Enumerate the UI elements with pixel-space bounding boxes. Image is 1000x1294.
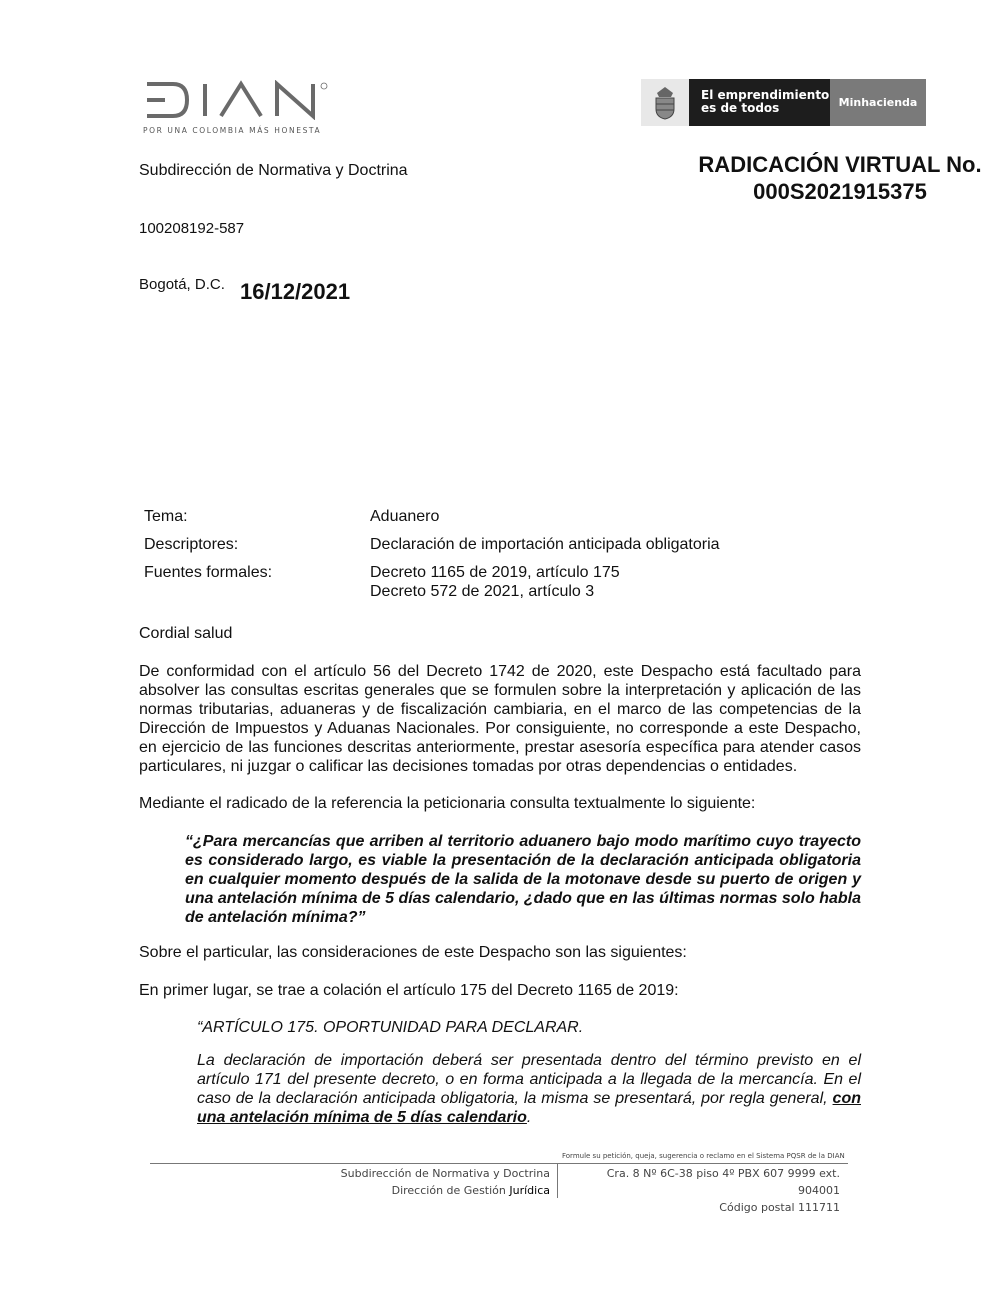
logo-tagline: POR UNA COLOMBIA MÁS HONESTA	[143, 126, 322, 135]
meta-value: Aduanero	[370, 508, 440, 525]
greeting: Cordial salud	[139, 625, 233, 642]
footer-right	[570, 1165, 840, 1216]
meta-row-descriptores	[144, 535, 720, 554]
article-text-main: La declaración de importación deberá ser presentada dentro del término previsto en el artículo 171 del presente decreto, o en forma anticipada a la llegada de la mercancía. En el caso de la declaración anticipada obligatoria, la misma se presentará, por regla general,	[197, 1052, 861, 1107]
metadata-table	[144, 507, 720, 610]
footer-left	[300, 1165, 550, 1199]
footer-left-line1: Subdirección de Normativa y Doctrina	[340, 1167, 550, 1180]
department: Subdirección de Normativa y Doctrina	[139, 162, 408, 179]
gov-banner	[641, 79, 926, 126]
paragraph-1: De conformidad con el artículo 56 del Decreto 1742 de 2020, este Despacho está facultado para absolver las consultas escritas generales que se formulen sobre la interpretación y aplicación de las normas tributarias, aduaneras y de fiscalización cambiaria, en el marco de las competencias de la Dirección de Impuestos y Aduanas Nacionales. Por consiguiente, no corresponde a este Despacho, en ejercicio de las funciones descritas anteriormente, prestar asesoría específica para atender casos particulares, ni juzgar o calificar las decisiones tomadas por otras dependencias o entidades.	[139, 663, 861, 775]
gov-slogan	[689, 79, 830, 126]
footer-postal: Código postal 111711	[719, 1201, 840, 1214]
meta-row-fuentes	[144, 563, 720, 601]
fuente-1: Decreto 1165 de 2019, artículo 175	[370, 564, 620, 581]
footer-address: Cra. 8 Nº 6C-38 piso 4º PBX 607 9999 ext. 904001	[606, 1167, 840, 1197]
reference-number: 100208192-587	[139, 220, 245, 237]
radicacion	[620, 151, 1000, 205]
meta-row-tema	[144, 507, 720, 526]
paragraph-3: Sobre el particular, las consideraciones de este Despacho son las siguientes:	[139, 944, 687, 961]
dian-logo-icon	[143, 80, 343, 120]
gov-slogan-line1: El emprendimiento	[701, 88, 830, 102]
meta-value: Declaración de importación anticipada obligatoria	[370, 536, 720, 553]
article-text	[197, 1051, 861, 1127]
meta-label: Descriptores:	[144, 536, 239, 553]
footer-left-bold: Jurídica	[509, 1184, 550, 1197]
fuente-2: Decreto 572 de 2021, artículo 3	[370, 583, 595, 600]
paragraph-4: En primer lugar, se trae a colación el artículo 175 del Decreto 1165 de 2019:	[139, 982, 679, 999]
radicacion-number: 000S2021915375	[753, 179, 927, 204]
footer-vertical-divider	[557, 1163, 558, 1198]
city: Bogotá, D.C.	[139, 276, 225, 293]
article-text-underlined: con una antelación mínima de 5 días calendario	[197, 1090, 861, 1126]
coat-of-arms-icon	[641, 79, 689, 126]
article-title: “ARTÍCULO 175. OPORTUNIDAD PARA DECLARAR.	[197, 1019, 584, 1036]
gov-slogan-line2: es de todos	[701, 101, 780, 115]
dian-logo	[143, 80, 343, 125]
footer-left-line2	[300, 1182, 550, 1199]
article-text-end: .	[526, 1109, 532, 1126]
paragraph-2: Mediante el radicado de la referencia la peticionaria consulta textualmente lo siguiente:	[139, 795, 756, 812]
footer-left-prefix: Dirección de Gestión	[391, 1184, 510, 1197]
consulta-quote: “¿Para mercancías que arriben al territorio aduanero bajo modo marítimo cuyo trayecto es considerado largo, es viable la presentación de la declaración anticipada obligatoria en cualquier momento después de la salida de la motonave desde su puerto de origen y una antelación mínima de 5 días calendario, ¿dado que en las últimas normas solo habla de antelación mínima?”	[185, 833, 861, 926]
meta-value	[370, 563, 620, 601]
footer-note: Formule su petición, queja, sugerencia o reclamo en el Sistema PQSR de la DIAN	[562, 1152, 845, 1160]
meta-label: Tema:	[144, 508, 188, 525]
radicacion-line1: RADICACIÓN VIRTUAL No.	[698, 152, 982, 177]
meta-label: Fuentes formales:	[144, 564, 273, 581]
date: 16/12/2021	[240, 279, 351, 304]
ministry-label: Minhacienda	[830, 79, 926, 126]
footer-divider	[150, 1163, 848, 1164]
